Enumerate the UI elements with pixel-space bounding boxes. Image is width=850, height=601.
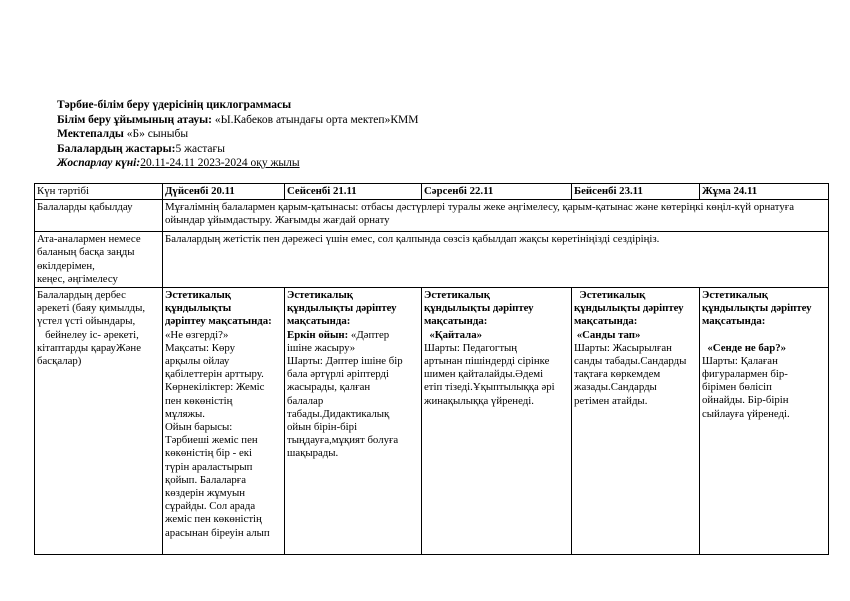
row-label-parents: Ата-аналармен немесе баланың басқа заңды өкілдерімен, кеңес, әңгімелесу [35, 232, 163, 288]
document-title: Тәрбие-білім беру үдерісінің циклограммасы [57, 99, 292, 111]
organization-line: Білім беру ұйымының атауы: «Ы.Кабеков атындағы орта мектеп»КММ [57, 113, 419, 126]
cyclogram-table [34, 183, 829, 555]
header-cell-thursday: Бейсенбі 23.11 [572, 184, 700, 200]
age-line: Балалардың жастары:5 жастағы [57, 142, 225, 155]
thursday-game-name: «Санды тап» [574, 328, 641, 341]
header-cell-monday: Дүйсенбі 20.11 [163, 184, 285, 200]
reception-text: Мұғалімнің балалармен қарым-қатынасы: отбасы дәстүрлері туралы жеке әңгімелесу, қарым-қатынас және көтеріңкі көңіл-күй орнатуға ойындар ұйымдастыру. Жағымды жағдай орнату [163, 200, 829, 232]
parents-text: Балалардың жетістік пен дәрежесі үшін емес, сол қалпында сөзсіз қабылдап жақсы көретініңізді сездіріңіз. [163, 232, 829, 288]
friday-activity-cell: Эстетикалық құндылықты дәріптеу мақсатында: «Сенде не бар?» Шарты: Қалаған фигуралармен бір- бірімен бөлісіп ойнайды. Бір-бірін сыйлауға үйренеді. [700, 288, 829, 555]
document-header [57, 98, 817, 171]
row-label-activity: Балалардың дербес әрекеті (баяу қимылды, үстел үсті ойындары, бейнелеу іс- әрекеті, кітаптарды қарауЖәне басқалар) [35, 288, 163, 555]
wednesday-game-name: «Қайтала» [424, 328, 483, 341]
header-cell-wednesday: Сәрсенбі 22.11 [422, 184, 572, 200]
wednesday-activity-cell: Эстетикалық құндылықты дәріптеу мақсатында: «Қайтала» Шарты: Педагогтың артынан пішіндерді сірінке шимен қайталайды.Әдемі етіп тізеді.Ұқыптылыққа әрі жинақылыққа үйренеді. [422, 288, 572, 555]
header-cell-schedule: Күн тәртібі [35, 184, 163, 200]
table-header-row [35, 184, 829, 200]
tuesday-game-label: Еркін ойын: [287, 328, 349, 341]
monday-activity-cell: Эстетикалық құндылықты дәріптеу мақсатында: «Не өзгерді?» Мақсаты: Көру арқылы ойлау қабілеттерін арттыру. Көрнекіліктер: Жеміс пен көкөністің мұляжы. Ойын барысы: Тәрбиеші жеміс пен көкөністің бір - екі түрін араластырып қойып. Балаларға көздерін жұмуын сұрайды. Сол арада жеміс пен көкөністің арасынан біреуін алып [163, 288, 285, 555]
header-cell-tuesday: Сейсенбі 21.11 [285, 184, 422, 200]
tuesday-activity-cell: Эстетикалық құндылықты дәріптеу мақсатында: Еркін ойын: «Дәптер ішіне жасыру» Шарты: Дәптер ішіне бір бала әртүрлі әріптерді жасырады, қалған балалар табады.Дидактикалық ойын бірін-бірі тыңдауға,мұқият болуға шақырады. [285, 288, 422, 555]
table-row-parents [35, 232, 829, 288]
planning-date-line: Жоспарлау күні:20.11-24.11 2023-2024 оқу жылы [57, 157, 300, 170]
thursday-activity-cell: Эстетикалық құндылықты дәріптеу мақсатында: «Санды тап» Шарты: Жасырылған санды табады.Сандарды тақтаға көркемдем жазады.Сандарды ретімен атайды. [572, 288, 700, 555]
row-label-reception: Балаларды қабылдау [35, 200, 163, 232]
table-row-reception [35, 200, 829, 232]
table-row-independent-activity [35, 288, 829, 555]
class-line: Мектепалды «Б» сыныбы [57, 128, 189, 141]
friday-game-name: «Сенде не бар?» [702, 341, 787, 354]
header-cell-friday: Жұма 24.11 [700, 184, 829, 200]
